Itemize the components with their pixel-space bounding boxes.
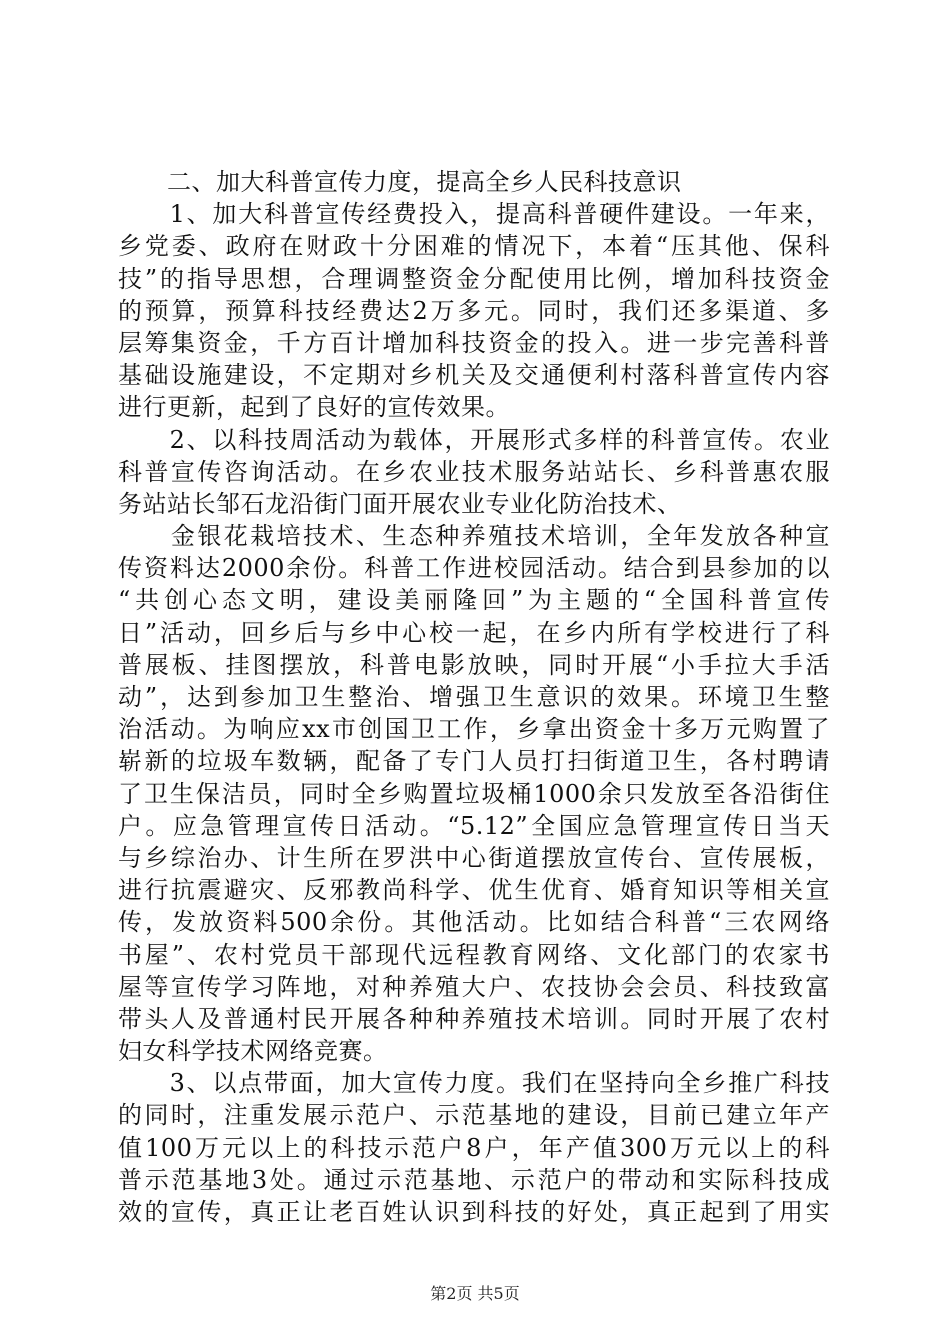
document-body (118, 166, 830, 1228)
paragraph-line: 技”的指导思想，合理调整资金分配使用比例，增加科技资金 (118, 264, 830, 293)
paragraph-line: 动”，达到参加卫生整治、增强卫生意识的效果。环境卫生整 (118, 683, 830, 711)
paragraph-line: 普展板、挂图摆放，科普电影放映，同时开展“小手拉大手活 (118, 650, 830, 679)
paragraph-line: 层筹集资金，千方百计增加科技资金的投入。进一步完善科普 (118, 328, 830, 357)
paragraph-line: 基础设施建设，不定期对乡机关及交通便利村落科普宣传内容 (118, 361, 830, 390)
paragraph-line: 妇女科学技术网络竞赛。 (118, 1037, 388, 1066)
paragraph-line: 效的宣传，真正让老百姓认识到科技的好处，真正起到了用实 (118, 1198, 830, 1226)
section-heading: 二、加大科普宣传力度，提高全乡人民科技意识 (118, 168, 682, 196)
paragraph-line: 带头人及普通村民开展各种种养殖技术培训。同时开展了农村 (118, 1004, 830, 1033)
paragraph-line: 与乡综治办、计生所在罗洪中心街道摆放宣传台、宣传展板， (118, 843, 830, 872)
paragraph-line: 3、以点带面，加大宣传力度。我们在坚持向全乡推广科技 (118, 1069, 830, 1098)
paragraph-line: “共创心态文明，建设美丽隆回”为主题的“全国科普宣传 (118, 586, 830, 615)
paragraph-line: 1、加大科普宣传经费投入，提高科普硬件建设。一年来， (118, 200, 830, 229)
paragraph-line: 户。应急管理宣传日活动。“5.12”全国应急管理宣传日当天 (118, 811, 830, 840)
paragraph-line: 屋等宣传学习阵地，对种养殖大户、农技协会会员、科技致富 (118, 972, 830, 1001)
paragraph-line: 科普宣传咨询活动。在乡农业技术服务站站长、乡科普惠农服 (118, 457, 830, 486)
paragraph-line: 进行抗震避灾、反邪教尚科学、优生优育、婚育知识等相关宣 (118, 876, 830, 905)
paragraph-line: 了卫生保洁员，同时全乡购置垃圾桶1000余只发放至各沿街住 (118, 779, 830, 808)
page-number-footer: 第2页 共5页 (430, 1284, 520, 1303)
paragraph-line: 治活动。为响应xx市创国卫工作，乡拿出资金十多万元购置了 (118, 715, 830, 744)
paragraph-line: 传资料达2000余份。科普工作进校园活动。结合到县参加的以 (118, 554, 830, 583)
paragraph-line: 普示范基地3处。通过示范基地、示范户的带动和实际科技成 (118, 1165, 830, 1194)
paragraph-line: 传，发放资料500余份。其他活动。比如结合科普“三农网络 (118, 908, 830, 937)
paragraph-line: 乡党委、政府在财政十分困难的情况下，本着“压其他、保科 (118, 232, 830, 261)
paragraph-line: 2、以科技周活动为载体，开展形式多样的科普宣传。农业 (118, 425, 830, 454)
paragraph-line: 值100万元以上的科技示范户8户，年产值300万元以上的科 (118, 1133, 830, 1162)
paragraph-line: 的同时，注重发展示范户、示范基地的建设，目前已建立年产 (118, 1101, 830, 1130)
paragraph-line: 金银花栽培技术、生态种养殖技术培训，全年发放各种宣 (118, 522, 830, 551)
paragraph-line: 崭新的垃圾车数辆，配备了专门人员打扫街道卫生，各村聘请 (118, 747, 830, 776)
paragraph-line: 务站站长邹石龙沿街门面开展农业专业化防治技术、 (118, 489, 682, 518)
paragraph-line: 的预算，预算科技经费达2万多元。同时，我们还多渠道、多 (118, 296, 830, 325)
paragraph-line: 日”活动，回乡后与乡中心校一起，在乡内所有学校进行了科 (118, 618, 830, 647)
paragraph-line: 进行更新，起到了良好的宣传效果。 (118, 393, 510, 422)
paragraph-line: 书屋”、农村党员干部现代远程教育网络、文化部门的农家书 (118, 940, 830, 969)
